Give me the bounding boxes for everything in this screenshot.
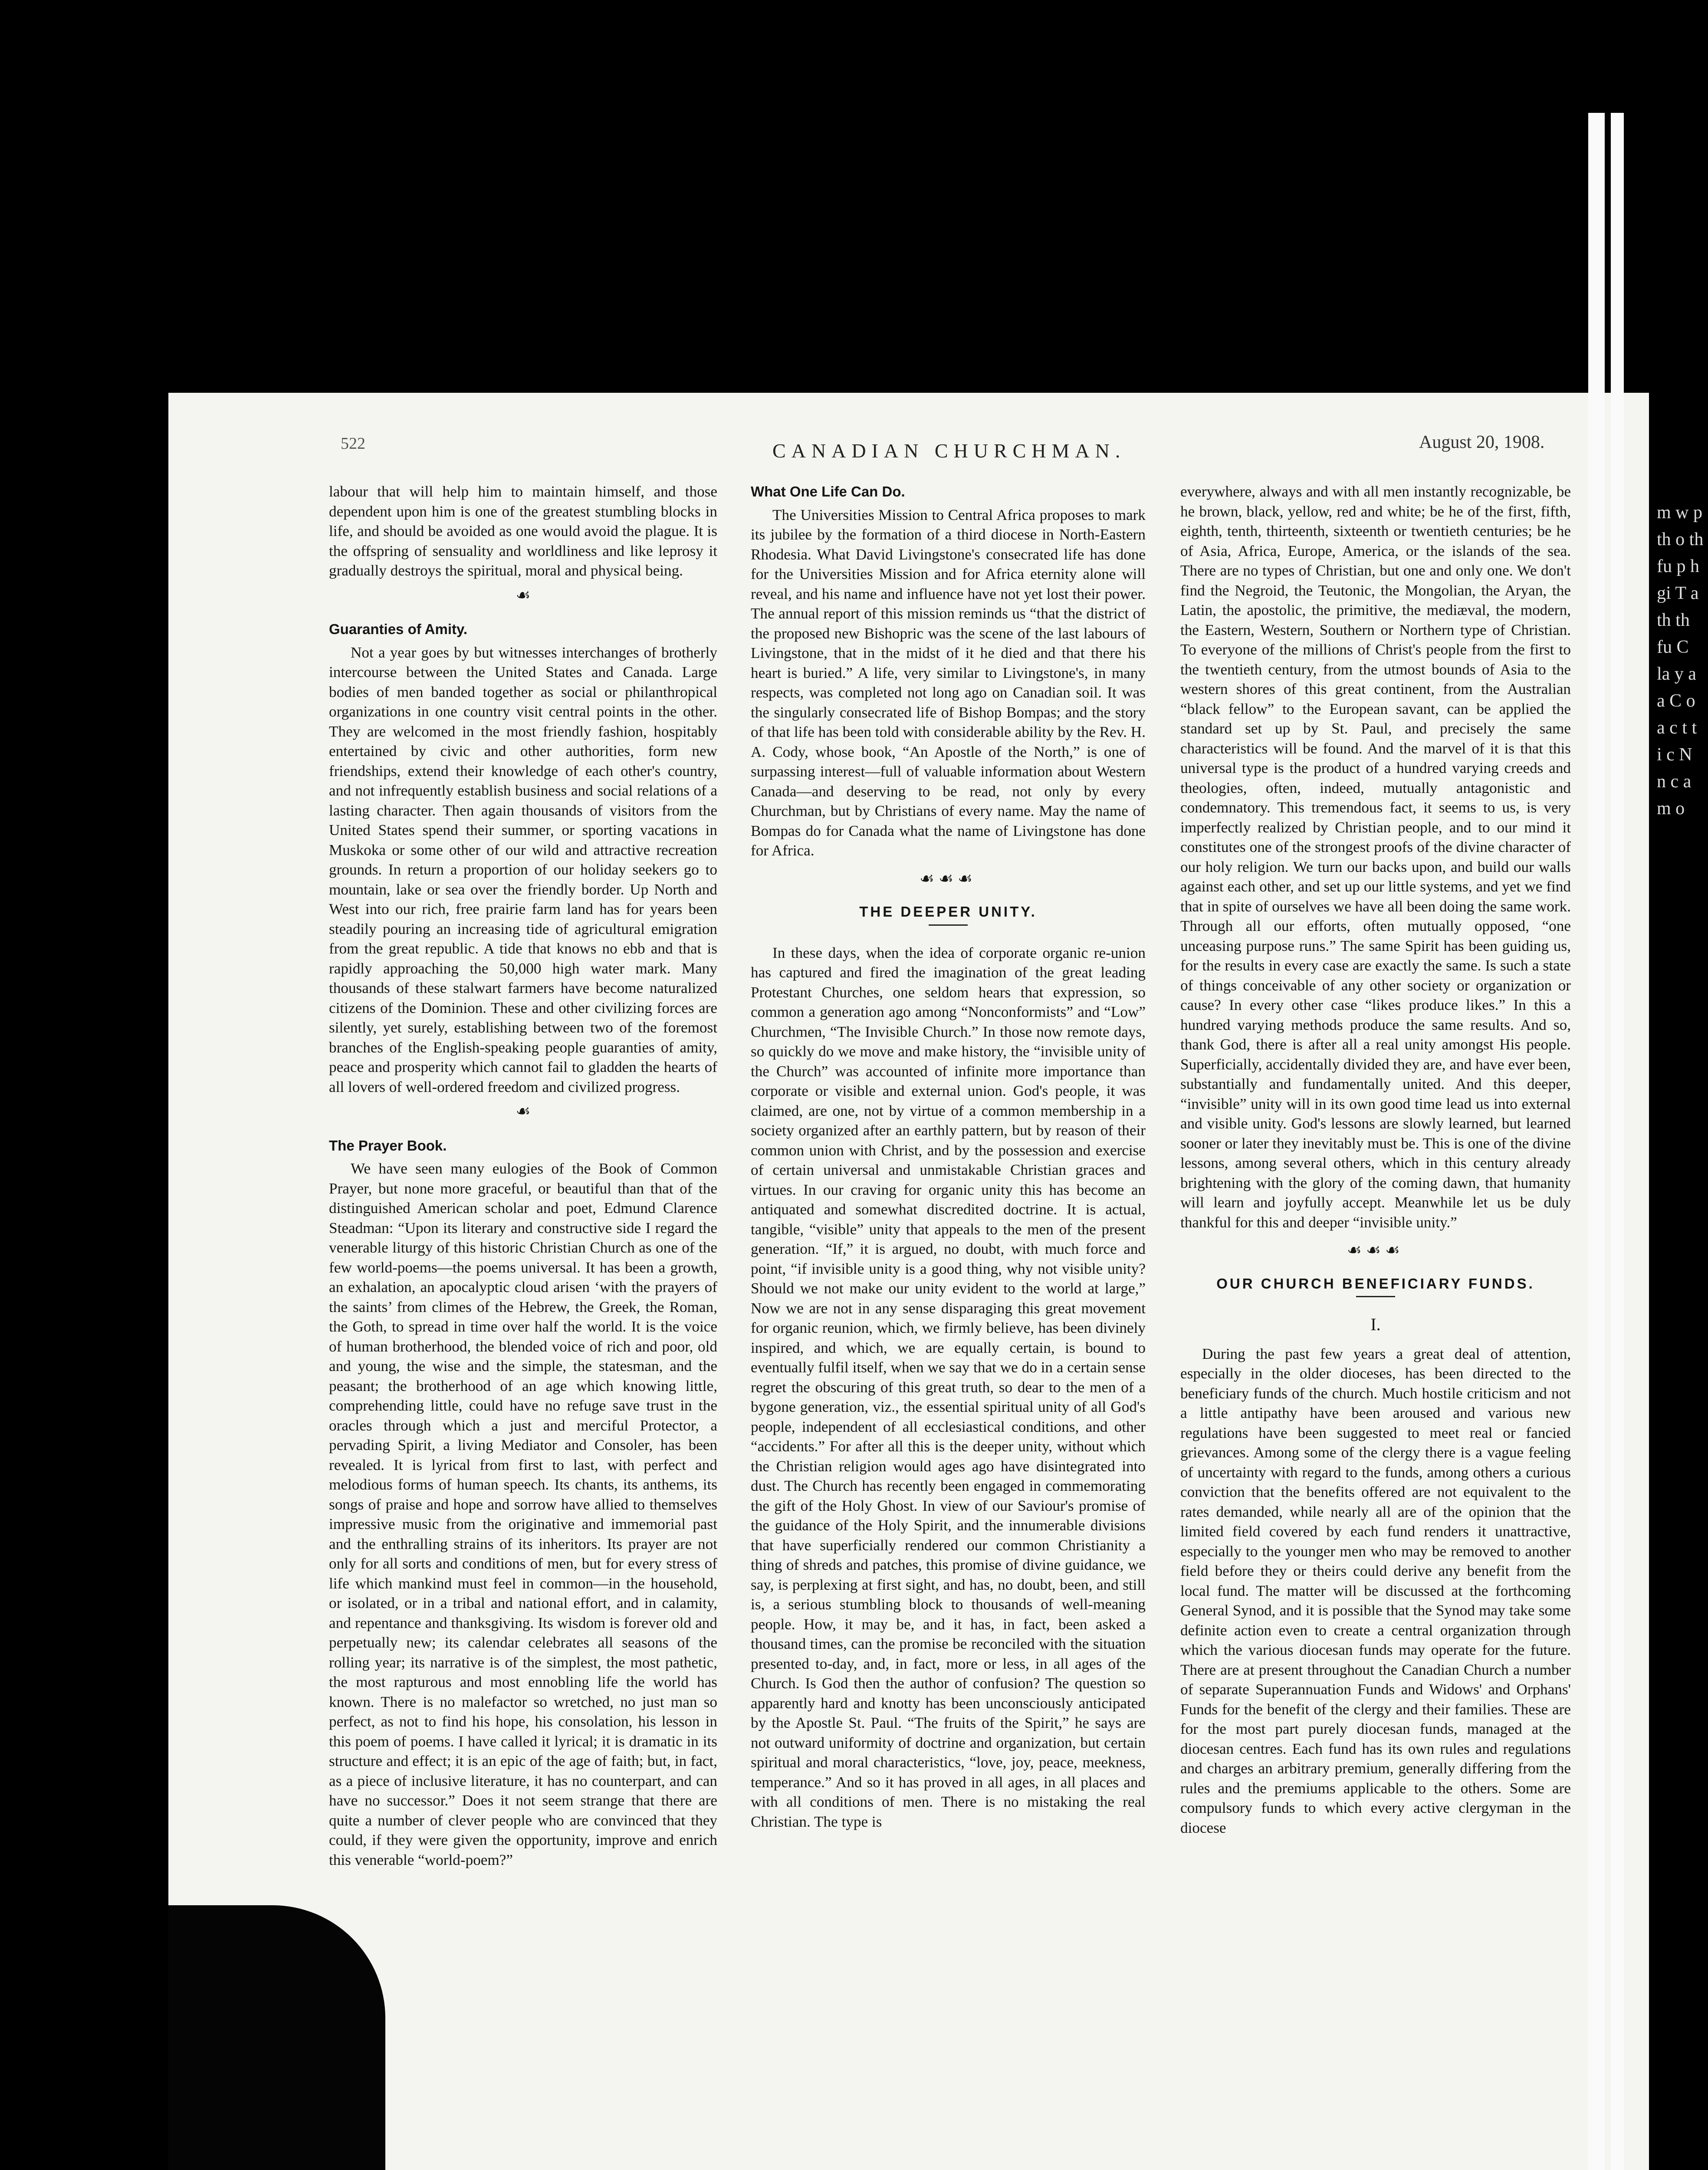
column-1: [329, 482, 717, 1870]
title-rule: [1356, 1296, 1395, 1297]
fleuron-ornament: ☙: [516, 586, 531, 605]
section-heading: The Prayer Book.: [329, 1137, 447, 1154]
fleuron-ornament: ☙☙☙: [919, 869, 977, 888]
title-rule: [929, 924, 968, 926]
paragraph: Not a year goes by but witnesses interchanges of brotherly intercourse between the United States and Canada. Large bodies of men banded together as social or philanthropical organizations in one country visit central points in the other. They are welcomed in the most friendly fashion, hospitably entertained by civic and other authorities, form new friendships, extend their knowledge of each other's country, and not infrequently establish business and social relations of a lasting character. Then again thousands of visitors from the United States spend their summer, or sporting vacations in Muskoka or some other of our wild and attractive recreation grounds. In return a proportion of our holiday seekers go to mountain, lake or sea over the friendly border. Up North and West into our rich, free prairie farm land has for years been steadily pouring an increasing tide of agricultural emigration from the great republic. A tide that knows no ebb and that is rapidly approaching the 50,000 high water mark. Many thousands of these stalwart farmers have become naturalized citizens of the Dominion. These and other civilizing forces are silently, yet surely, establishing between two of the foremost branches of the English-speaking people guaranties of amity, peace and prosperity which cannot fail to gladden the hearts of all lovers of well-ordered freedom and civilized progress.: [329, 644, 717, 1095]
page-curl-shadow: [168, 1905, 385, 2170]
right-margin-dark: [1649, 0, 1708, 2170]
article-title: OUR CHURCH BENEFICIARY FUNDS.: [1216, 1275, 1535, 1292]
part-numeral: I.: [1370, 1315, 1381, 1334]
fleuron-ornament: ☙: [516, 1102, 531, 1121]
article-title: THE DEEPER UNITY.: [859, 904, 1037, 920]
binding-strip: [1611, 113, 1624, 2170]
fleuron-ornament: ☙☙☙: [1347, 1241, 1405, 1259]
page-number: 522: [341, 434, 365, 453]
paragraph: labour that will help him to maintain himself, and those dependent upon him is one of the greatest stumbling blocks in life, and should be avoided as one would avoid the plague. It is the offspring of sensuality and worldliness and like leprosy it gradually destroys the spiritual, moral and physical being.: [329, 483, 717, 579]
issue-date: August 20, 1908.: [1419, 432, 1545, 452]
section-heading: Guaranties of Amity.: [329, 621, 468, 637]
paragraph: In these days, when the idea of corporate organic re-union has captured and fired the imagination of the great leading Protestant Churches, one seldom hears that expression, so common a generation ago among “Nonconformists” and “Low” Churchmen, “The Invisible Church.” In those now remote days, so quickly do we move and make history, the “invisible unity of the Church” was accounted of infinite more importance than corporate or visible and external union. God's people, it was claimed, are one, not by virtue of a common membership in a society organized after an earthly pattern, but by reason of their common union with Christ, and by the possession and exercise of certain universal and unmistakable Christian graces and virtues. In our craving for organic unity this has become an antiquated and somewhat discredited doctrine. It is actual, tangible, “visible” unity that appeals to the men of the present generation. “If,” it is argued, no doubt, with much force and point, “if invisible unity is a good thing, why not visible unity? Should we not make our unity evident to the world at large,” Now we are not in any sense disparaging this great movement for organic reunion, which, we firmly believe, has been divinely inspired, and which, we are equally certain, is bound to eventually fulfil itself, when we say that we do in a certain sense regret the obscuring of this great truth, so dear to the men of a bygone generation, viz., the essential spiritual unity of all God's people, independent of all ecclesiastical conditions, and other “accidents.” For after all this is the deeper unity, without which the Christian religion would ages ago have disintegrated into dust. The Church has recently been engaged in commemorating the gift of the Holy Ghost. In view of our Saviour's promise of the guidance of the Holy Spirit, and the innumerable divisions that have superficially rendered our common Christianity a thing of shreds and patches, this promise of divine guidance, we say, is perplexing at first sight, and has, no doubt, been, and still is, a serious stumbling block to thousands of well-meaning people. How, it may be, and it has, in fact, been asked a thousand times, can the promise be reconciled with the situation presented to-day, and, in fact, more or less, in all ages of the Church. Is God then the author of confusion? The question so apparently hard and knotty has been unconsciously anticipated by the Apostle St. Paul. “The fruits of the Spirit,” he says are not outward uniformity of doctrine and organization, but certain spiritual and moral characteristics, “love, joy, peace, meekness, temperance.” And so it has proved in all ages, in all places and with all conditions of men. There is no mistaking the real Christian. The type is: [751, 944, 1146, 1830]
running-title: CANADIAN CHURCHMAN.: [772, 440, 1126, 462]
paragraph: everywhere, always and with all men instantly recognizable, be he brown, black, yellow, red and white; be he of the first, fifth, eighth, tenth, thirteenth, sixteenth or twentieth centuries; be he of Asia, Africa, Europe, America, or the islands of the sea. There are no types of Christian, but one and only one. We don't find the Negroid, the Teutonic, the Mongolian, the Aryan, the Latin, the apostolic, the primitive, the mediæval, the modern, the Eastern, Western, Southern or Northern type of Christian. To everyone of the millions of Christ's people from the first to the twentieth century, from the utmost bounds of Asia to the western shores of this great continent, from the Australian “black fellow” to the European savant, can be applied the standard set up by St. Paul, and precisely the same characteristics will be found. And the marvel of it is that this universal type is the product of a hundred varying creeds and theologies, often, indeed, mutually antagonistic and condemnatory. This tremendous fact, it seems to us, is very imperfectly realized by Christian people, and to our mind it constitutes one of the strongest proofs of the divine character of our holy religion. We turn our backs upon, and build our walls against each other, and set up our little systems, and yet we find that in spite of ourselves we have all been doing the same work. Through all our efforts, often mutually opposed, “one unceasing purpose runs.” The same Spirit has been guiding us, for the results in every case are exactly the same. Is such a state of things conceivable of any other society or organization or cause? In every other case “likes produce likes.” In this a hundred varying methods produce the same results. And so, thank God, there is after all a real unity amongst His people. Superficially, accidentally divided they are, and have ever been, substantially and fundamentally united. And this deeper, “invisible” unity will in its own good time lead us into external and visible unity. God's lessons are slowly learned, but learned sooner or later they inevitably must be. This is one of the divine lessons, among several others, which in this century already brightening with the glory of the coming dawn, that humanity will learn and joyfully accept. Meanwhile let us be duly thankful for this and deeper “invisible unity.”: [1180, 483, 1571, 1231]
paragraph: We have seen many eulogies of the Book of Common Prayer, but none more graceful, or beautiful than that of the distinguished American scholar and poet, Edmund Clarence Steadman: “Upon its literary and constructive side I regard the venerable liturgy of this historic Christian Church as one of the few world-poems—the poems universal. It has been a growth, an exhalation, an apocalyptic cloud arisen ‘with the prayers of the saints’ from climes of the Hebrew, the Greek, the Roman, the Goth, to spread in time over half the world. It is the voice of human brotherhood, the blended voice of rich and poor, old and young, the wise and the simple, the statesman, and the peasant; the brotherhood of an age which knowing little, comprehending little, could have no refuge save trust in the oracles through which a just and merciful Protector, a pervading Spirit, a living Mediator and Consoler, has been revealed. It is lyrical from first to last, with perfect and melodious forms of human speech. Its chants, its anthems, its songs of praise and hope and sorrow have allied to themselves impressive music from the originative and immemorial past and the enthralling strains of its inheritors. Its prayer are not only for all sorts and conditions of men, but for every stress of life which mankind must feel in common—in the household, or isolated, or in a tribal and national effort, and in calamity, and repentance and thanksgiving. Its wisdom is forever old and perpetually new; its calendar celebrates all seasons of the rolling year; its narrative is of the simplest, the most pathetic, the most rapturous and most ennobling life the world has known. There is no malefactor so wretched, no just man so perfect, as not to find his hope, his consolation, his lesson in this poem of poems. I have called it lyrical; it is dramatic in its structure and effect; it is an epic of the age of faith; but, in fact, as a piece of inclusive literature, it has no counterpart, and can have no successor.” Does it not seem strange that there are quite a number of clever people who are convinced that they could, if they were given the opportunity, improve and enrich this venerable “world-poem?”: [329, 1160, 717, 1868]
paragraph: During the past few years a great deal of attention, especially in the older dioceses, has been directed to the beneficiary funds of the church. Much hostile criticism and not a little antipathy have been aroused and various new regulations have been suggested to meet real or fancied grievances. Among some of the clergy there is a vague feeling of uncertainty with regard to the funds, among others a curious conviction that the benefits offered are not equivalent to the rates demanded, while nearly all are of the opinion that the limited field covered by each fund renders it unattractive, especially to the younger men who may be removed to another field before they or theirs could derive any benefit from the local fund. The matter will be discussed at the forthcoming General Synod, and it is possible that the Synod may take some definite action even to create a central organization through which the various diocesan funds may operate for the future. There are at present throughout the Canadian Church a number of separate Superannuation Funds and Widows' and Orphans' Funds for the benefit of the clergy and their families. These are for the most part purely diocesan funds, managed at the diocesan centres. Each fund has its own rules and regulations and charges an arbitrary premium, generally differing from the rules and the premiums applicable to the others. Some are compulsory funds to which every active clergyman in the diocese: [1180, 1345, 1571, 1836]
paragraph: The Universities Mission to Central Africa proposes to mark its jubilee by the formation of a third diocese in North-Eastern Rhodesia. What David Livingstone's consecrated life has done for the Universities Mission and for Africa eternity alone will reveal, and his name and influence have not yet lost their power. The annual report of this mission reminds us “that the district of the proposed new Bishopric was the scene of the last labours of Livingstone, that in the midst of it he died and that there his heart is buried.” A life, very similar to Livingstone's, in many respects, was completed not long ago on Canadian soil. It was the singularly consecrated life of Bishop Bompas; and the story of that life has been told with considerable ability by the Rev. H. A. Cody, whose book, “An Apostle of the North,” is one of surpassing interest—full of valuable information about Western Canada—and deserving to be read, not only by every Churchman, but by Christians of every name. May the name of Bompas do for Canada what the name of Livingstone has done for Africa.: [751, 506, 1146, 859]
section-heading: What One Life Can Do.: [751, 483, 905, 500]
binding-strip: [1588, 113, 1605, 2170]
next-page-edge-text: m w p th o th fu p h gi T a th th fu C la y a a C o a c t t i c N n c a m o: [1657, 503, 1704, 819]
column-3: [1180, 482, 1571, 1838]
column-2: [751, 482, 1146, 1831]
